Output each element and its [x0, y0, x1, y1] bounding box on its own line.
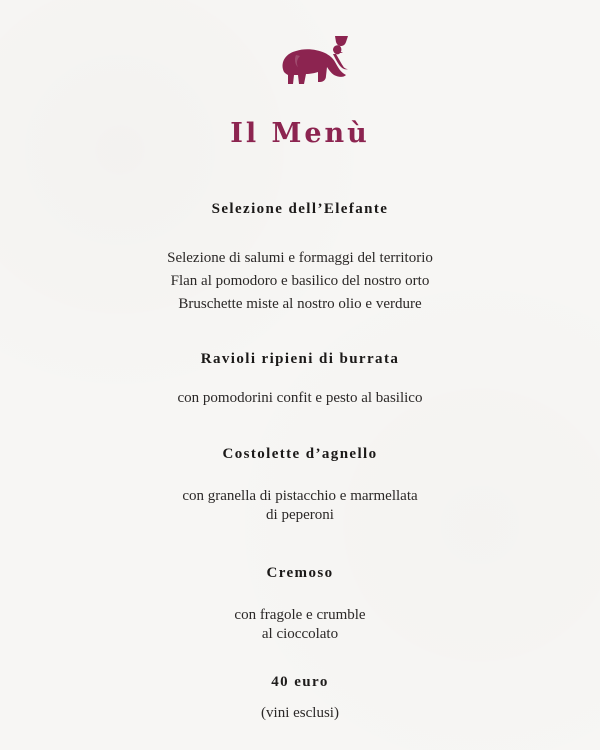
menu-item-line: di peperoni: [266, 507, 334, 523]
menu-item-line: con fragole e crumble: [234, 607, 366, 623]
menu-item-line: al cioccolato: [261, 626, 339, 642]
menu-item-line: con granella di pistacchio e marmellata: [182, 488, 418, 504]
section-heading: Cremoso: [266, 565, 334, 581]
elephant-logo-icon: [276, 36, 350, 90]
menu-item-line: Bruschette miste al nostro olio e verdure: [178, 296, 422, 312]
menu-title: Il Menù: [230, 118, 370, 149]
section-heading: Selezione dell’Elefante: [211, 201, 389, 217]
section-heading: Costolette d’agnello: [222, 446, 378, 462]
menu-item-line: con pomodorini confit e pesto al basilico: [177, 390, 423, 406]
section-heading: Ravioli ripieni di burrata: [200, 351, 400, 367]
price: 40 euro: [271, 674, 329, 690]
menu-item-line: Selezione di salumi e formaggi del territorio: [167, 250, 433, 266]
menu-item-line: Flan al pomodoro e basilico del nostro orto: [170, 273, 430, 289]
price-note: (vini esclusi): [261, 705, 339, 721]
